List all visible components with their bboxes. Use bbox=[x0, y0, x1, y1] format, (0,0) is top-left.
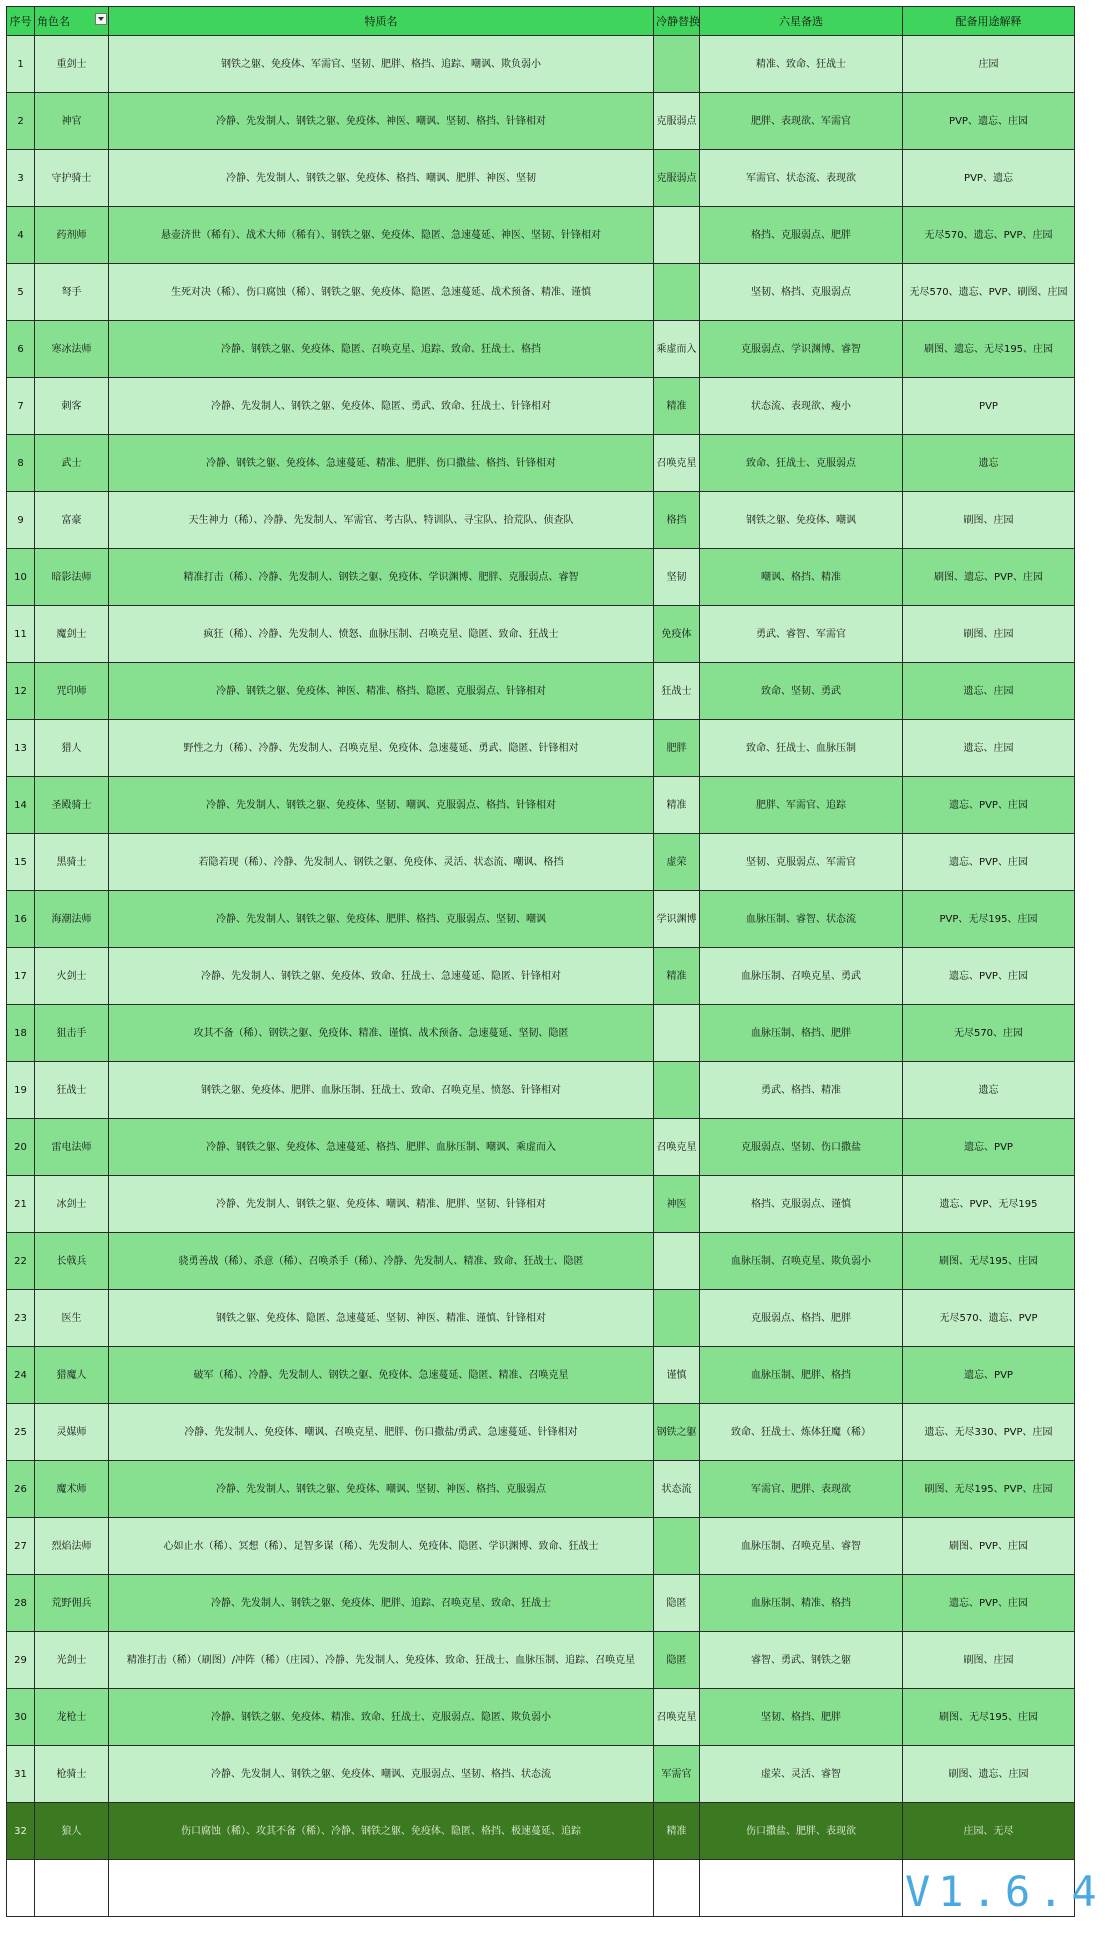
cell-six-star[interactable]: 肥胖、表现欲、军需官 bbox=[700, 93, 903, 150]
cell-role-name[interactable]: 枪骑士 bbox=[35, 1746, 109, 1803]
cell-six-star[interactable]: 勇武、格挡、精准 bbox=[700, 1062, 903, 1119]
cell-usage[interactable]: 庄园、无尽 bbox=[903, 1803, 1075, 1860]
table-row bbox=[7, 891, 1075, 948]
cell-role-name[interactable]: 狼人 bbox=[35, 1803, 109, 1860]
cell-calm-swap[interactable] bbox=[654, 36, 700, 93]
cell-role-name[interactable]: 武士 bbox=[35, 435, 109, 492]
cell-empty[interactable] bbox=[35, 1860, 109, 1917]
cell-index[interactable]: 27 bbox=[7, 1518, 35, 1575]
cell-role-name[interactable]: 烈焰法师 bbox=[35, 1518, 109, 1575]
cell-calm-swap[interactable]: 谨慎 bbox=[654, 1347, 700, 1404]
cell-usage[interactable]: 庄园 bbox=[903, 36, 1075, 93]
cell-index[interactable]: 22 bbox=[7, 1233, 35, 1290]
cell-six-star[interactable]: 致命、狂战士、血脉压制 bbox=[700, 720, 903, 777]
cell-traits[interactable]: 冷静、钢铁之躯、免疫体、神医、精准、格挡、隐匿、克服弱点、针锋相对 bbox=[109, 663, 654, 720]
cell-six-star[interactable]: 血脉压制、格挡、肥胖 bbox=[700, 1005, 903, 1062]
table-row bbox=[7, 549, 1075, 606]
cell-role-name[interactable]: 寒冰法师 bbox=[35, 321, 109, 378]
version-label: V1.6.4 bbox=[903, 1860, 1075, 1917]
cell-traits[interactable]: 攻其不备（稀）、钢铁之躯、免疫体、精准、谨慎、战术预备、急速蔓延、坚韧、隐匿 bbox=[109, 1005, 654, 1062]
cell-six-star[interactable]: 克服弱点、学识渊博、睿智 bbox=[700, 321, 903, 378]
cell-role-name[interactable]: 咒印师 bbox=[35, 663, 109, 720]
cell-usage[interactable]: 遗忘、无尽330、PVP、庄园 bbox=[903, 1404, 1075, 1461]
cell-usage[interactable]: PVP、遗忘、庄园 bbox=[903, 93, 1075, 150]
cell-traits[interactable]: 钢铁之躯、免疫体、肥胖、血脉压制、狂战士、致命、召唤克星、愤怒、针锋相对 bbox=[109, 1062, 654, 1119]
table-row bbox=[7, 1689, 1075, 1746]
cell-six-star[interactable]: 致命、狂战士、克服弱点 bbox=[700, 435, 903, 492]
cell-calm-swap[interactable]: 克服弱点 bbox=[654, 150, 700, 207]
cell-role-name[interactable]: 灵媒师 bbox=[35, 1404, 109, 1461]
cell-calm-swap[interactable]: 免疫体 bbox=[654, 606, 700, 663]
cell-calm-swap[interactable] bbox=[654, 1518, 700, 1575]
cell-six-star[interactable]: 血脉压制、肥胖、格挡 bbox=[700, 1347, 903, 1404]
cell-usage[interactable]: 无尽570、遗忘、PVP、刷图、庄园 bbox=[903, 264, 1075, 321]
cell-index[interactable]: 23 bbox=[7, 1290, 35, 1347]
header-name-label: 角色名 bbox=[37, 14, 70, 28]
cell-traits[interactable]: 冷静、先发制人、钢铁之躯、免疫体、格挡、嘲讽、肥胖、神医、坚韧 bbox=[109, 150, 654, 207]
cell-usage[interactable]: 刷图、无尽195、庄园 bbox=[903, 1689, 1075, 1746]
cell-index[interactable]: 31 bbox=[7, 1746, 35, 1803]
cell-index[interactable]: 2 bbox=[7, 93, 35, 150]
cell-traits[interactable]: 冷静、先发制人、钢铁之躯、免疫体、神医、嘲讽、坚韧、格挡、针锋相对 bbox=[109, 93, 654, 150]
cell-usage[interactable]: 遗忘、PVP、庄园 bbox=[903, 948, 1075, 1005]
cell-usage[interactable]: 遗忘、庄园 bbox=[903, 720, 1075, 777]
table-row bbox=[7, 1347, 1075, 1404]
cell-calm-swap[interactable] bbox=[654, 1005, 700, 1062]
cell-role-name[interactable]: 猎人 bbox=[35, 720, 109, 777]
cell-usage[interactable]: 遗忘、PVP bbox=[903, 1119, 1075, 1176]
cell-role-name[interactable]: 狙击手 bbox=[35, 1005, 109, 1062]
cell-index[interactable]: 19 bbox=[7, 1062, 35, 1119]
cell-traits[interactable]: 钢铁之躯、免疫体、军需官、坚韧、肥胖、格挡、追踪、嘲讽、欺负弱小 bbox=[109, 36, 654, 93]
cell-six-star[interactable]: 睿智、勇武、钢铁之躯 bbox=[700, 1632, 903, 1689]
cell-traits[interactable]: 冷静、先发制人、免疫体、嘲讽、召唤克星、肥胖、伤口撒盐/勇武、急速蔓延、针锋相对 bbox=[109, 1404, 654, 1461]
cell-usage[interactable]: 遗忘、PVP、庄园 bbox=[903, 777, 1075, 834]
header-name-wrap bbox=[37, 15, 106, 28]
cell-role-name[interactable]: 富豪 bbox=[35, 492, 109, 549]
table-row bbox=[7, 150, 1075, 207]
header-usage[interactable]: 配备用途解释 bbox=[903, 7, 1075, 36]
cell-index[interactable]: 10 bbox=[7, 549, 35, 606]
cell-usage[interactable]: 刷图、庄园 bbox=[903, 492, 1075, 549]
cell-role-name[interactable]: 火剑士 bbox=[35, 948, 109, 1005]
cell-index[interactable]: 28 bbox=[7, 1575, 35, 1632]
cell-empty[interactable] bbox=[7, 1860, 35, 1917]
cell-usage[interactable]: 刷图、无尽195、PVP、庄园 bbox=[903, 1461, 1075, 1518]
cell-calm-swap[interactable]: 精准 bbox=[654, 1803, 700, 1860]
table-body bbox=[7, 36, 1105, 1917]
cell-traits[interactable]: 生死对决（稀）、伤口腐蚀（稀）、钢铁之躯、免疫体、隐匿、急速蔓延、战术预备、精准、谨慎 bbox=[109, 264, 654, 321]
cell-calm-swap[interactable] bbox=[654, 1233, 700, 1290]
cell-usage[interactable]: 遗忘、PVP、庄园 bbox=[903, 834, 1075, 891]
cell-role-name[interactable]: 重剑士 bbox=[35, 36, 109, 93]
header-calm-swap[interactable]: 冷静替换 bbox=[654, 7, 700, 36]
cell-calm-swap[interactable]: 军需官 bbox=[654, 1746, 700, 1803]
spreadsheet bbox=[6, 6, 1105, 1917]
cell-traits[interactable]: 冷静、先发制人、钢铁之躯、免疫体、坚韧、嘲讽、克服弱点、格挡、针锋相对 bbox=[109, 777, 654, 834]
cell-index[interactable]: 14 bbox=[7, 777, 35, 834]
cell-calm-swap[interactable]: 乘虚而入 bbox=[654, 321, 700, 378]
cell-index[interactable]: 5 bbox=[7, 264, 35, 321]
table-row bbox=[7, 1461, 1075, 1518]
cell-index[interactable]: 26 bbox=[7, 1461, 35, 1518]
cell-usage[interactable]: 无尽570、遗忘、PVP、庄园 bbox=[903, 207, 1075, 264]
table-row bbox=[7, 1632, 1075, 1689]
cell-six-star[interactable]: 血脉压制、睿智、状态流 bbox=[700, 891, 903, 948]
cell-usage[interactable]: PVP bbox=[903, 378, 1075, 435]
cell-role-name[interactable]: 魔术师 bbox=[35, 1461, 109, 1518]
cell-index[interactable]: 24 bbox=[7, 1347, 35, 1404]
cell-traits[interactable]: 冷静、钢铁之躯、免疫体、精准、致命、狂战士、克服弱点、隐匿、欺负弱小 bbox=[109, 1689, 654, 1746]
cell-calm-swap[interactable]: 隐匿 bbox=[654, 1575, 700, 1632]
cell-six-star[interactable]: 军需官、状态流、表现欲 bbox=[700, 150, 903, 207]
cell-six-star[interactable]: 血脉压制、精准、格挡 bbox=[700, 1575, 903, 1632]
cell-traits[interactable]: 冷静、先发制人、钢铁之躯、免疫体、致命、狂战士、急速蔓延、隐匿、针锋相对 bbox=[109, 948, 654, 1005]
cell-calm-swap[interactable]: 狂战士 bbox=[654, 663, 700, 720]
cell-role-name[interactable]: 暗影法师 bbox=[35, 549, 109, 606]
cell-usage[interactable]: 无尽570、遗忘、PVP bbox=[903, 1290, 1075, 1347]
cell-index[interactable]: 18 bbox=[7, 1005, 35, 1062]
cell-traits[interactable]: 骁勇善战（稀）、杀意（稀）、召唤杀手（稀）、冷静、先发制人、精准、致命、狂战士、隐匿 bbox=[109, 1233, 654, 1290]
cell-role-name[interactable]: 光剑士 bbox=[35, 1632, 109, 1689]
cell-usage[interactable]: 遗忘、PVP bbox=[903, 1347, 1075, 1404]
cell-calm-swap[interactable]: 虚荣 bbox=[654, 834, 700, 891]
table-row bbox=[7, 1176, 1075, 1233]
cell-index[interactable]: 29 bbox=[7, 1632, 35, 1689]
filter-dropdown-icon[interactable] bbox=[95, 13, 107, 25]
table-row bbox=[7, 1005, 1075, 1062]
cell-calm-swap[interactable] bbox=[654, 1290, 700, 1347]
cell-six-star[interactable]: 军需官、肥胖、表现欲 bbox=[700, 1461, 903, 1518]
cell-calm-swap[interactable]: 精准 bbox=[654, 777, 700, 834]
table-row bbox=[7, 435, 1075, 492]
header-traits[interactable]: 特质名 bbox=[109, 7, 654, 36]
cell-six-star[interactable]: 状态流、表现欲、瘦小 bbox=[700, 378, 903, 435]
table-row bbox=[7, 36, 1075, 93]
cell-six-star[interactable]: 格挡、克服弱点、肥胖 bbox=[700, 207, 903, 264]
table-row bbox=[7, 1119, 1075, 1176]
table-row bbox=[7, 834, 1075, 891]
cell-six-star[interactable]: 克服弱点、坚韧、伤口撒盐 bbox=[700, 1119, 903, 1176]
role-trait-table bbox=[6, 6, 1105, 1917]
cell-traits[interactable]: 悬壶济世（稀有）、战术大师（稀有）、钢铁之躯、免疫体、隐匿、急速蔓延、神医、坚韧、针锋相对 bbox=[109, 207, 654, 264]
cell-calm-swap[interactable]: 状态流 bbox=[654, 1461, 700, 1518]
cell-role-name[interactable]: 刺客 bbox=[35, 378, 109, 435]
cell-index[interactable]: 12 bbox=[7, 663, 35, 720]
header-name[interactable] bbox=[35, 7, 109, 36]
cell-usage[interactable]: 刷图、无尽195、庄园 bbox=[903, 1233, 1075, 1290]
cell-role-name[interactable]: 黑骑士 bbox=[35, 834, 109, 891]
cell-traits[interactable]: 冷静、钢铁之躯、免疫体、急速蔓延、精准、肥胖、伤口撒盐、格挡、针锋相对 bbox=[109, 435, 654, 492]
cell-six-star[interactable]: 致命、坚韧、勇武 bbox=[700, 663, 903, 720]
cell-index[interactable]: 15 bbox=[7, 834, 35, 891]
cell-usage[interactable]: 刷图、遗忘、无尽195、庄园 bbox=[903, 321, 1075, 378]
cell-usage[interactable]: 遗忘、PVP、庄园 bbox=[903, 1575, 1075, 1632]
header-index[interactable]: 序号 bbox=[7, 7, 35, 36]
cell-role-name[interactable]: 冰剑士 bbox=[35, 1176, 109, 1233]
header-row bbox=[7, 7, 1075, 36]
cell-calm-swap[interactable]: 学识渊博 bbox=[654, 891, 700, 948]
cell-index[interactable]: 1 bbox=[7, 36, 35, 93]
cell-role-name[interactable]: 神官 bbox=[35, 93, 109, 150]
cell-traits[interactable]: 若隐若现（稀）、冷静、先发制人、钢铁之躯、免疫体、灵活、状态流、嘲讽、格挡 bbox=[109, 834, 654, 891]
cell-traits[interactable]: 冷静、先发制人、钢铁之躯、免疫体、嘲讽、精准、肥胖、坚韧、针锋相对 bbox=[109, 1176, 654, 1233]
cell-six-star[interactable]: 嘲讽、格挡、精准 bbox=[700, 549, 903, 606]
cell-index[interactable]: 25 bbox=[7, 1404, 35, 1461]
cell-traits[interactable]: 精准打击（稀）（刷图）/冲阵（稀）（庄园）、冷静、先发制人、免疫体、致命、狂战士、血脉压制、追踪、召唤克星 bbox=[109, 1632, 654, 1689]
cell-role-name[interactable]: 猎魔人 bbox=[35, 1347, 109, 1404]
cell-six-star[interactable]: 坚韧、克服弱点、军需官 bbox=[700, 834, 903, 891]
cell-six-star[interactable]: 肥胖、军需官、追踪 bbox=[700, 777, 903, 834]
cell-index[interactable]: 32 bbox=[7, 1803, 35, 1860]
cell-index[interactable]: 6 bbox=[7, 321, 35, 378]
cell-role-name[interactable]: 魔剑士 bbox=[35, 606, 109, 663]
cell-empty[interactable] bbox=[700, 1860, 903, 1917]
table-row bbox=[7, 378, 1075, 435]
cell-calm-swap[interactable]: 神医 bbox=[654, 1176, 700, 1233]
cell-six-star[interactable]: 格挡、克服弱点、谨慎 bbox=[700, 1176, 903, 1233]
table-row bbox=[7, 1404, 1075, 1461]
header-six-star[interactable]: 六星备选 bbox=[700, 7, 903, 36]
cell-empty[interactable] bbox=[109, 1860, 654, 1917]
cell-usage[interactable]: 遗忘、PVP、无尽195 bbox=[903, 1176, 1075, 1233]
cell-traits[interactable]: 冷静、先发制人、钢铁之躯、免疫体、隐匿、勇武、致命、狂战士、针锋相对 bbox=[109, 378, 654, 435]
cell-six-star[interactable]: 克服弱点、格挡、肥胖 bbox=[700, 1290, 903, 1347]
cell-index[interactable]: 21 bbox=[7, 1176, 35, 1233]
cell-usage[interactable]: 遗忘 bbox=[903, 1062, 1075, 1119]
cell-index[interactable]: 8 bbox=[7, 435, 35, 492]
cell-role-name[interactable]: 长戟兵 bbox=[35, 1233, 109, 1290]
cell-role-name[interactable]: 海潮法师 bbox=[35, 891, 109, 948]
cell-calm-swap[interactable]: 钢铁之躯 bbox=[654, 1404, 700, 1461]
cell-usage[interactable]: 刷图、遗忘、PVP、庄园 bbox=[903, 549, 1075, 606]
cell-role-name[interactable]: 医生 bbox=[35, 1290, 109, 1347]
cell-index[interactable]: 4 bbox=[7, 207, 35, 264]
cell-traits[interactable]: 冷静、钢铁之躯、免疫体、急速蔓延、格挡、肥胖、血脉压制、嘲讽、乘虚而入 bbox=[109, 1119, 654, 1176]
cell-usage[interactable]: 刷图、庄园 bbox=[903, 606, 1075, 663]
cell-usage[interactable]: 刷图、PVP、庄园 bbox=[903, 1518, 1075, 1575]
cell-traits[interactable]: 钢铁之躯、免疫体、隐匿、急速蔓延、坚韧、神医、精准、谨慎、针锋相对 bbox=[109, 1290, 654, 1347]
cell-usage[interactable]: 遗忘 bbox=[903, 435, 1075, 492]
cell-index[interactable]: 3 bbox=[7, 150, 35, 207]
cell-usage[interactable]: 刷图、庄园 bbox=[903, 1632, 1075, 1689]
table-row bbox=[7, 663, 1075, 720]
cell-six-star[interactable]: 精准、致命、狂战士 bbox=[700, 36, 903, 93]
cell-traits[interactable]: 破军（稀）、冷静、先发制人、钢铁之躯、免疫体、急速蔓延、隐匿、精准、召唤克星 bbox=[109, 1347, 654, 1404]
cell-traits[interactable]: 野性之力（稀）、冷静、先发制人、召唤克星、免疫体、急速蔓延、勇武、隐匿、针锋相对 bbox=[109, 720, 654, 777]
table-row bbox=[7, 207, 1075, 264]
cell-traits[interactable]: 伤口腐蚀（稀）、攻其不备（稀）、冷静、钢铁之躯、免疫体、隐匿、格挡、极速蔓延、追踪 bbox=[109, 1803, 654, 1860]
cell-index[interactable]: 7 bbox=[7, 378, 35, 435]
cell-usage[interactable]: 遗忘、庄园 bbox=[903, 663, 1075, 720]
cell-index[interactable]: 30 bbox=[7, 1689, 35, 1746]
cell-six-star[interactable]: 虚荣、灵活、睿智 bbox=[700, 1746, 903, 1803]
cell-traits[interactable]: 冷静、先发制人、钢铁之躯、免疫体、嘲讽、克服弱点、坚韧、格挡、状态流 bbox=[109, 1746, 654, 1803]
cell-index[interactable]: 11 bbox=[7, 606, 35, 663]
table-row-blank bbox=[7, 1860, 1075, 1917]
cell-index[interactable]: 20 bbox=[7, 1119, 35, 1176]
table-row bbox=[7, 1803, 1075, 1860]
cell-index[interactable]: 9 bbox=[7, 492, 35, 549]
cell-calm-swap[interactable]: 肥胖 bbox=[654, 720, 700, 777]
table-row bbox=[7, 321, 1075, 378]
cell-calm-swap[interactable]: 召唤克星 bbox=[654, 1119, 700, 1176]
cell-six-star[interactable]: 血脉压制、召唤克星、欺负弱小 bbox=[700, 1233, 903, 1290]
cell-role-name[interactable]: 荒野佣兵 bbox=[35, 1575, 109, 1632]
table-row bbox=[7, 1233, 1075, 1290]
cell-six-star[interactable]: 勇武、睿智、军需官 bbox=[700, 606, 903, 663]
cell-calm-swap[interactable]: 精准 bbox=[654, 378, 700, 435]
cell-traits[interactable]: 冷静、先发制人、钢铁之躯、免疫体、肥胖、追踪、召唤克星、致命、狂战士 bbox=[109, 1575, 654, 1632]
cell-six-star[interactable]: 血脉压制、召唤克星、勇武 bbox=[700, 948, 903, 1005]
cell-calm-swap[interactable]: 坚韧 bbox=[654, 549, 700, 606]
table-row bbox=[7, 1518, 1075, 1575]
cell-calm-swap[interactable]: 召唤克星 bbox=[654, 435, 700, 492]
cell-role-name[interactable]: 药剂师 bbox=[35, 207, 109, 264]
cell-traits[interactable]: 疯狂（稀）、冷静、先发制人、愤怒、血脉压制、召唤克星、隐匿、致命、狂战士 bbox=[109, 606, 654, 663]
cell-empty[interactable] bbox=[654, 1860, 700, 1917]
cell-role-name[interactable]: 弩手 bbox=[35, 264, 109, 321]
cell-usage[interactable]: PVP、无尽195、庄园 bbox=[903, 891, 1075, 948]
cell-calm-swap[interactable] bbox=[654, 207, 700, 264]
table-row bbox=[7, 264, 1075, 321]
table-row bbox=[7, 492, 1075, 549]
cell-role-name[interactable]: 圣殿骑士 bbox=[35, 777, 109, 834]
cell-usage[interactable]: 无尽570、庄园 bbox=[903, 1005, 1075, 1062]
cell-traits[interactable]: 冷静、先发制人、钢铁之躯、免疫体、嘲讽、坚韧、神医、格挡、克服弱点 bbox=[109, 1461, 654, 1518]
cell-index[interactable]: 13 bbox=[7, 720, 35, 777]
cell-six-star[interactable]: 血脉压制、召唤克星、睿智 bbox=[700, 1518, 903, 1575]
table-row bbox=[7, 1575, 1075, 1632]
cell-traits[interactable]: 冷静、先发制人、钢铁之躯、免疫体、肥胖、格挡、克服弱点、坚韧、嘲讽 bbox=[109, 891, 654, 948]
cell-role-name[interactable]: 守护骑士 bbox=[35, 150, 109, 207]
cell-traits[interactable]: 天生神力（稀）、冷静、先发制人、军需官、考古队、特训队、寻宝队、拾荒队、侦查队 bbox=[109, 492, 654, 549]
table-row bbox=[7, 606, 1075, 663]
table-row bbox=[7, 720, 1075, 777]
cell-role-name[interactable]: 雷电法师 bbox=[35, 1119, 109, 1176]
table-row bbox=[7, 1062, 1075, 1119]
cell-calm-swap[interactable]: 精准 bbox=[654, 948, 700, 1005]
table-row bbox=[7, 777, 1075, 834]
cell-calm-swap[interactable]: 隐匿 bbox=[654, 1632, 700, 1689]
table-row bbox=[7, 1290, 1075, 1347]
table-row bbox=[7, 948, 1075, 1005]
cell-calm-swap[interactable]: 召唤克星 bbox=[654, 1689, 700, 1746]
cell-traits[interactable]: 精准打击（稀）、冷静、先发制人、钢铁之躯、免疫体、学识渊博、肥胖、克服弱点、睿智 bbox=[109, 549, 654, 606]
cell-six-star[interactable]: 钢铁之躯、免疫体、嘲讽 bbox=[700, 492, 903, 549]
cell-six-star[interactable]: 致命、狂战士、炼体狂魔（稀） bbox=[700, 1404, 903, 1461]
cell-role-name[interactable]: 狂战士 bbox=[35, 1062, 109, 1119]
cell-calm-swap[interactable]: 格挡 bbox=[654, 492, 700, 549]
table-row bbox=[7, 93, 1075, 150]
cell-usage[interactable]: PVP、遗忘 bbox=[903, 150, 1075, 207]
cell-calm-swap[interactable] bbox=[654, 1062, 700, 1119]
cell-six-star[interactable]: 坚韧、格挡、肥胖 bbox=[700, 1689, 903, 1746]
cell-calm-swap[interactable] bbox=[654, 264, 700, 321]
cell-role-name[interactable]: 龙枪士 bbox=[35, 1689, 109, 1746]
table-row bbox=[7, 1746, 1075, 1803]
cell-traits[interactable]: 心如止水（稀）、冥想（稀）、足智多谋（稀）、先发制人、免疫体、隐匿、学识渊博、致命、狂战士 bbox=[109, 1518, 654, 1575]
cell-index[interactable]: 16 bbox=[7, 891, 35, 948]
cell-traits[interactable]: 冷静、钢铁之躯、免疫体、隐匿、召唤克星、追踪、致命、狂战士、格挡 bbox=[109, 321, 654, 378]
cell-index[interactable]: 17 bbox=[7, 948, 35, 1005]
cell-calm-swap[interactable]: 克服弱点 bbox=[654, 93, 700, 150]
cell-usage[interactable]: 刷图、遗忘、庄园 bbox=[903, 1746, 1075, 1803]
cell-six-star[interactable]: 坚韧、格挡、克服弱点 bbox=[700, 264, 903, 321]
cell-six-star[interactable]: 伤口撒盐、肥胖、表现欲 bbox=[700, 1803, 903, 1860]
